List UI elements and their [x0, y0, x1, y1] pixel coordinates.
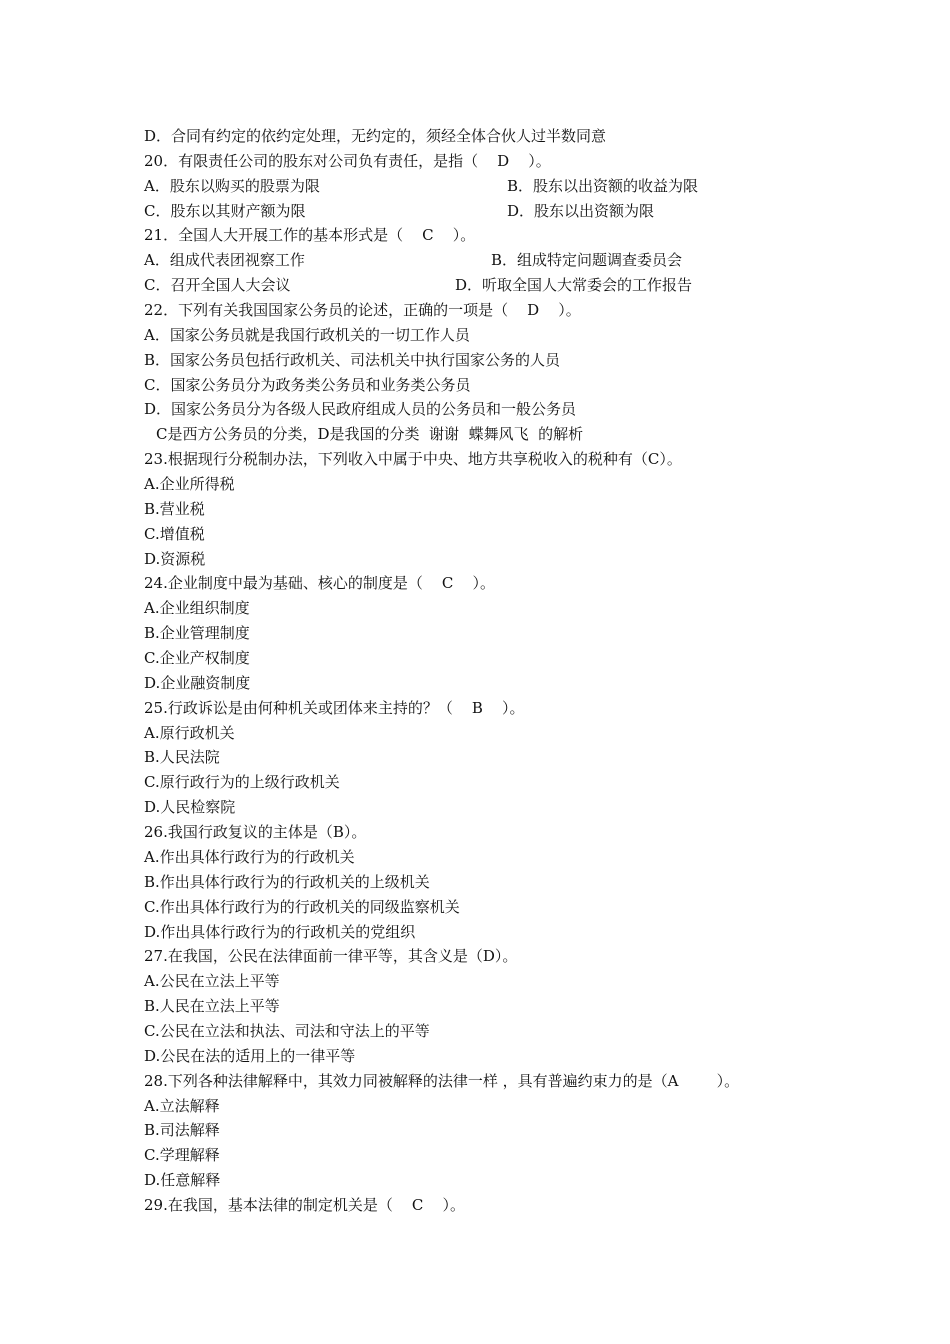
text-line: C.作出具体行政行为的行政机关的同级监察机关 — [144, 897, 460, 916]
text-line: D.人民检察院 — [144, 798, 236, 817]
text-line: 21．全国人大开展工作的基本形式是（ C ）。 — [144, 226, 476, 245]
text-line: C.企业产权制度 — [144, 649, 250, 668]
text-line: A.公民在立法上平等 — [144, 972, 280, 991]
text-line: 25.行政诉讼是由何种机关或团体来主持的？（ B ）。 — [144, 698, 525, 717]
option-row — [144, 273, 844, 298]
text-line: D．合同有约定的依约定处理，无约定的，须经全体合伙人过半数同意 — [144, 127, 607, 145]
text-line: B.企业管理制度 — [144, 624, 250, 643]
option-left: A．组成代表团视察工作 — [144, 251, 305, 270]
text-line: C.原行政行为的上级行政机关 — [144, 773, 340, 792]
explanation-note: C是西方公务员的分类，D是我国的分类 谢谢 蝶舞风飞 的解析 — [156, 425, 584, 444]
text-line: D.企业融资制度 — [144, 673, 251, 692]
option-row — [144, 199, 844, 224]
text-line: D.资源税 — [144, 549, 206, 568]
text-line: B.人民在立法上平等 — [144, 997, 280, 1016]
text-line: 24.企业制度中最为基础、核心的制度是（ C ）。 — [144, 574, 495, 593]
option-row — [144, 174, 844, 199]
option-left: C．召开全国人大会议 — [144, 276, 291, 295]
text-line: A.企业组织制度 — [144, 599, 250, 618]
text-line: 29.在我国，基本法律的制定机关是（ C ）。 — [144, 1195, 465, 1214]
text-line: 26.我国行政复议的主体是（B）。 — [144, 823, 367, 842]
text-line: C.公民在立法和执法、司法和守法上的平等 — [144, 1021, 430, 1040]
option-right: B．股东以出资额的收益为限 — [507, 176, 699, 195]
option-left: A．股东以购买的股票为限 — [144, 176, 320, 195]
text-line: 23.根据现行分税制办法，下列收入中属于中央、地方共享税收入的税种有（C）。 — [144, 450, 682, 469]
text-line: C.学理解释 — [144, 1146, 220, 1165]
text-line: B.营业税 — [144, 499, 205, 518]
document-body — [144, 124, 844, 1218]
text-line: 20．有限责任公司的股东对公司负有责任，是指（ D ）。 — [144, 151, 551, 170]
text-line: A.作出具体行政行为的行政机关 — [144, 847, 355, 866]
option-left: C．股东以其财产额为限 — [144, 201, 306, 220]
text-line: C.增值税 — [144, 524, 205, 543]
text-line: D.任意解释 — [144, 1171, 221, 1190]
text-line: D.作出具体行政行为的行政机关的党组织 — [144, 922, 416, 941]
option-right: D．听取全国人大常委会的工作报告 — [455, 276, 693, 295]
text-line: D.公民在法的适用上的一律平等 — [144, 1046, 356, 1065]
option-right: D．股东以出资额为限 — [507, 201, 655, 220]
text-line: B.作出具体行政行为的行政机关的上级机关 — [144, 872, 430, 891]
text-line: 22．下列有关我国国家公务员的论述，正确的一项是（ D ）。 — [144, 301, 581, 320]
text-line: C．国家公务员分为政务类公务员和业务类公务员 — [144, 375, 471, 394]
text-line: B.人民法院 — [144, 748, 220, 767]
text-line: 27.在我国，公民在法律面前一律平等，其含义是（D）。 — [144, 947, 518, 966]
option-right: B．组成特定问题调查委员会 — [491, 251, 683, 270]
text-line: A.立法解释 — [144, 1096, 220, 1115]
text-line: A.企业所得税 — [144, 475, 235, 494]
text-line: A.原行政机关 — [144, 723, 235, 742]
option-row — [144, 248, 844, 273]
text-line: D．国家公务员分为各级人民政府组成人员的公务员和一般公务员 — [144, 400, 577, 419]
text-line: 28.下列各种法律解释中，其效力同被解释的法律一样 ，具有普遍约束力的是（A ）。 — [144, 1071, 740, 1090]
text-line: A．国家公务员就是我国行政机关的一切工作人员 — [144, 325, 470, 344]
text-line: B.司法解释 — [144, 1121, 220, 1140]
text-line: B．国家公务员包括行政机关、司法机关中执行国家公务的人员 — [144, 350, 561, 369]
